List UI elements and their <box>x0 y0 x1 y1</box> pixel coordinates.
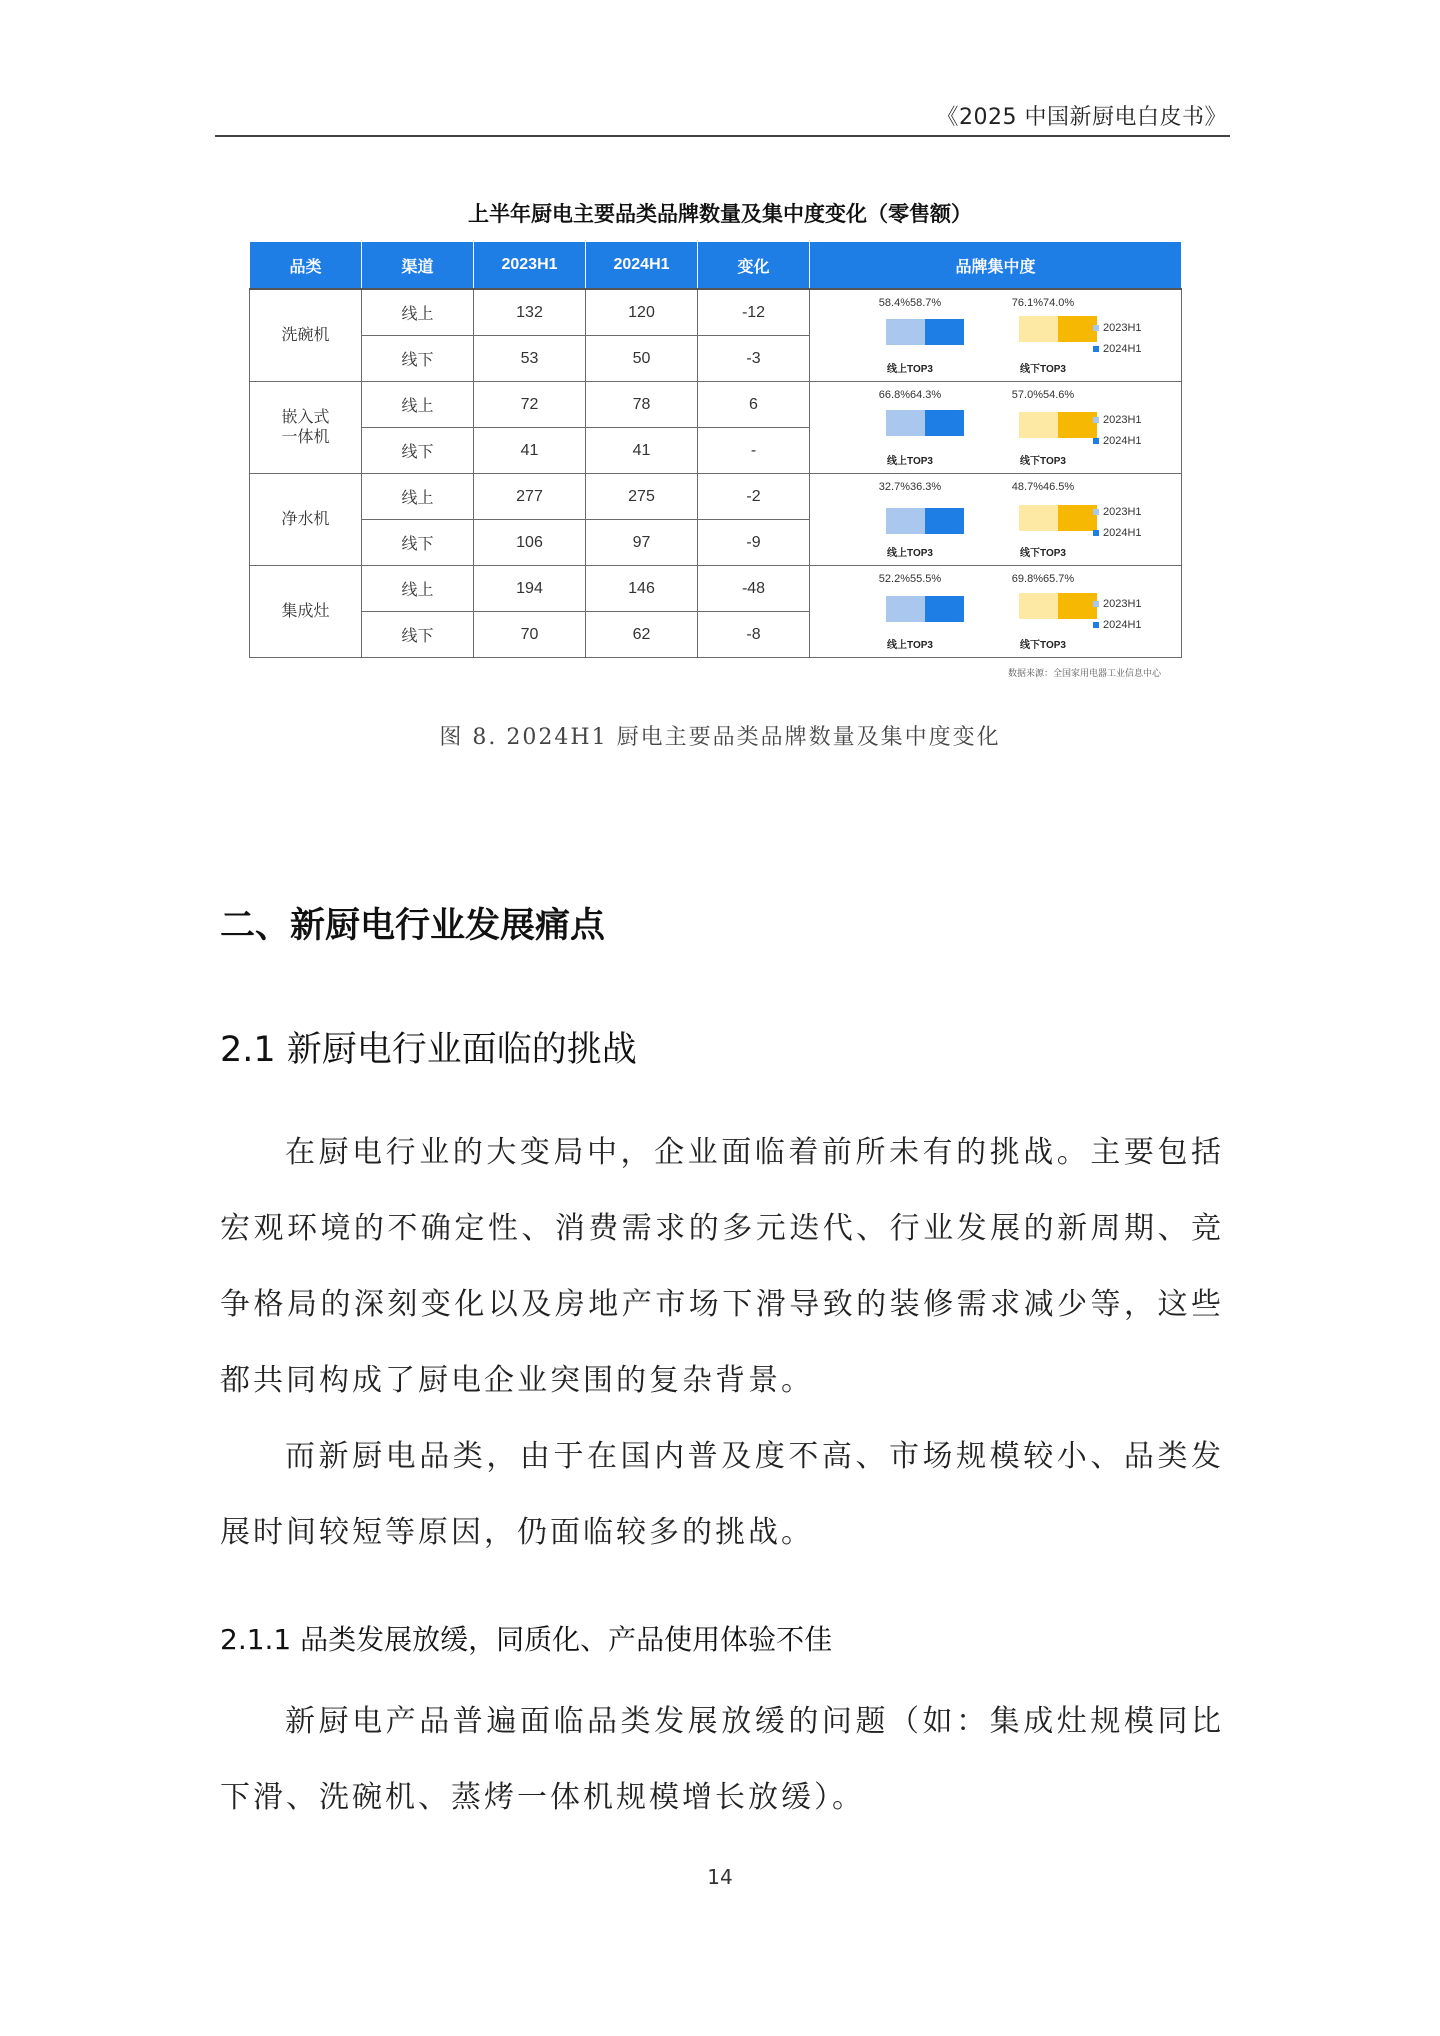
offline-top3-bars <box>1019 412 1097 438</box>
value-2023-cell: 132 <box>474 289 586 336</box>
concentration-cell <box>810 382 1182 474</box>
concentration-legend <box>1093 594 1142 636</box>
category-cell <box>250 289 362 382</box>
online-top3-bar-2023 <box>886 319 925 345</box>
data-source-note: 数据来源：全国家用电器工业信息中心 <box>1008 669 1162 679</box>
offline-top3-group <box>983 383 1103 473</box>
col-header-change: 变化 <box>698 242 810 290</box>
value-2024-cell: 50 <box>586 336 698 382</box>
legend-swatch <box>1093 438 1099 444</box>
legend-item <box>1093 339 1142 360</box>
online-top3-pct-label: 58.4%58.7% <box>878 296 942 309</box>
online-top3-bar-2024 <box>925 319 964 345</box>
category-cell <box>250 566 362 658</box>
category-label-line: 集成灶 <box>281 602 330 620</box>
offline-top3-label: 线下TOP3 <box>1020 455 1066 467</box>
value-2023-cell: 106 <box>474 520 586 566</box>
offline-top3-group <box>983 291 1103 381</box>
value-2024-cell: 41 <box>586 428 698 474</box>
online-top3-bars <box>886 410 964 436</box>
col-header-category: 品类 <box>250 242 362 290</box>
change-cell: 6 <box>698 382 810 428</box>
legend-label: 2024H1 <box>1103 434 1142 447</box>
col-header-2024h1: 2024H1 <box>586 242 698 290</box>
offline-top3-bar-2024 <box>1058 412 1097 438</box>
legend-item <box>1093 410 1142 431</box>
legend-swatch <box>1093 530 1099 536</box>
legend-item <box>1093 431 1142 452</box>
offline-top3-label: 线下TOP3 <box>1020 639 1066 651</box>
offline-top3-bar-2024 <box>1058 593 1097 619</box>
concentration-mini-chart <box>810 383 1181 473</box>
concentration-legend <box>1093 318 1142 360</box>
concentration-cell <box>810 289 1182 382</box>
online-top3-pct-label: 66.8%64.3% <box>878 388 942 401</box>
category-cell <box>250 474 362 566</box>
offline-top3-bar-2023 <box>1019 593 1058 619</box>
value-2023-cell: 277 <box>474 474 586 520</box>
online-top3-pct-label: 52.2%55.5% <box>878 572 942 585</box>
legend-swatch <box>1093 622 1099 628</box>
legend-item <box>1093 523 1142 544</box>
category-label-line: 净水机 <box>281 510 330 528</box>
offline-top3-bar-2023 <box>1019 412 1058 438</box>
change-cell: -3 <box>698 336 810 382</box>
change-cell: - <box>698 428 810 474</box>
offline-top3-label: 线下TOP3 <box>1020 363 1066 375</box>
change-cell: -48 <box>698 566 810 612</box>
online-top3-bar-2024 <box>925 596 964 622</box>
value-2023-cell: 53 <box>474 336 586 382</box>
value-2023-cell: 70 <box>474 612 586 658</box>
legend-swatch <box>1093 509 1099 515</box>
online-top3-label: 线上TOP3 <box>887 547 933 559</box>
legend-swatch <box>1093 325 1099 331</box>
legend-swatch <box>1093 417 1099 423</box>
legend-label: 2023H1 <box>1103 413 1142 426</box>
table-body <box>250 289 1182 658</box>
change-cell: -9 <box>698 520 810 566</box>
running-header: 《2025 中国新厨电白皮书》 <box>936 105 1227 130</box>
offline-top3-bars <box>1019 505 1097 531</box>
legend-label: 2024H1 <box>1103 618 1142 631</box>
online-top3-group <box>850 383 970 473</box>
change-cell: -8 <box>698 612 810 658</box>
offline-top3-pct-label: 48.7%46.5% <box>1011 480 1075 493</box>
category-label-line: 洗碗机 <box>281 326 330 344</box>
body-paragraph-3: 新厨电产品普遍面临品类发展放缓的问题（如：集成灶规模同比下滑、洗碗机、蒸烤一体机规模增长放缓）。 <box>220 1704 1224 1815</box>
online-top3-bars <box>886 319 964 345</box>
offline-top3-label: 线下TOP3 <box>1020 547 1066 559</box>
online-top3-pct-label: 32.7%36.3% <box>878 480 942 493</box>
subsection-heading: 2.1 新厨电行业面临的挑战 <box>220 1030 637 1070</box>
legend-item <box>1093 502 1142 523</box>
online-top3-bar-2023 <box>886 508 925 534</box>
figure-caption: 图 8. 2024H1 厨电主要品类品牌数量及集中度变化 <box>439 725 1001 750</box>
concentration-mini-chart <box>810 567 1181 657</box>
value-2024-cell: 62 <box>586 612 698 658</box>
offline-top3-pct-label: 76.1%74.0% <box>1011 296 1075 309</box>
legend-item <box>1093 594 1142 615</box>
value-2024-cell: 78 <box>586 382 698 428</box>
category-cell <box>250 382 362 474</box>
offline-top3-bar-2024 <box>1058 505 1097 531</box>
online-top3-label: 线上TOP3 <box>887 639 933 651</box>
channel-cell: 线上 <box>362 289 474 336</box>
value-2024-cell: 275 <box>586 474 698 520</box>
concentration-mini-chart <box>810 291 1181 381</box>
offline-top3-group <box>983 567 1103 657</box>
online-top3-bars <box>886 508 964 534</box>
body-paragraph-2: 而新厨电品类，由于在国内普及度不高、市场规模较小、品类发展时间较短等原因，仍面临较多的挑战。 <box>220 1439 1224 1550</box>
concentration-mini-chart <box>810 475 1181 565</box>
page-number: 14 <box>707 1865 733 1889</box>
legend-label: 2023H1 <box>1103 505 1142 518</box>
online-top3-group <box>850 475 970 565</box>
legend-swatch <box>1093 346 1099 352</box>
value-2023-cell: 194 <box>474 566 586 612</box>
category-label-line: 一体机 <box>281 428 330 446</box>
offline-top3-bar-2024 <box>1058 316 1097 342</box>
online-top3-bar-2024 <box>925 508 964 534</box>
col-header-channel: 渠道 <box>362 242 474 290</box>
online-top3-group <box>850 567 970 657</box>
body-paragraph-1: 在厨电行业的大变局中，企业面临着前所未有的挑战。主要包括宏观环境的不确定性、消费需求的多元迭代、行业发展的新周期、竞争格局的深刻变化以及房地产市场下滑导致的装修需求减少等，这些都共同构成了厨电企业突围的复杂背景。 <box>220 1135 1224 1398</box>
online-top3-group <box>850 291 970 381</box>
section-heading: 二、新厨电行业发展痛点 <box>220 906 606 946</box>
channel-cell: 线上 <box>362 382 474 428</box>
channel-cell: 线下 <box>362 336 474 382</box>
concentration-legend <box>1093 502 1142 544</box>
offline-top3-group <box>983 475 1103 565</box>
channel-cell: 线上 <box>362 566 474 612</box>
figure-table-title: 上半年厨电主要品类品牌数量及集中度变化（零售额） <box>468 202 972 226</box>
col-header-concentration: 品牌集中度 <box>810 242 1182 290</box>
table-row <box>250 474 1182 520</box>
online-top3-bars <box>886 596 964 622</box>
concentration-cell <box>810 566 1182 658</box>
offline-top3-bars <box>1019 593 1097 619</box>
change-cell: -2 <box>698 474 810 520</box>
offline-top3-bar-2023 <box>1019 505 1058 531</box>
category-label-line: 嵌入式 <box>281 408 330 426</box>
online-top3-bar-2024 <box>925 410 964 436</box>
offline-top3-bar-2023 <box>1019 316 1058 342</box>
table-header-row <box>250 242 1182 290</box>
concentration-legend <box>1093 410 1142 452</box>
value-2023-cell: 72 <box>474 382 586 428</box>
legend-label: 2024H1 <box>1103 342 1142 355</box>
online-top3-label: 线上TOP3 <box>887 363 933 375</box>
value-2024-cell: 146 <box>586 566 698 612</box>
legend-item <box>1093 615 1142 636</box>
legend-swatch <box>1093 601 1099 607</box>
offline-top3-bars <box>1019 316 1097 342</box>
table-row <box>250 566 1182 612</box>
channel-cell: 线下 <box>362 428 474 474</box>
table-row <box>250 289 1182 336</box>
offline-top3-pct-label: 69.8%65.7% <box>1011 572 1075 585</box>
header-divider <box>215 135 1230 137</box>
legend-item <box>1093 318 1142 339</box>
value-2024-cell: 120 <box>586 289 698 336</box>
online-top3-bar-2023 <box>886 410 925 436</box>
online-top3-bar-2023 <box>886 596 925 622</box>
channel-cell: 线下 <box>362 520 474 566</box>
change-cell: -12 <box>698 289 810 336</box>
value-2024-cell: 97 <box>586 520 698 566</box>
channel-cell: 线上 <box>362 474 474 520</box>
concentration-cell <box>810 474 1182 566</box>
online-top3-label: 线上TOP3 <box>887 455 933 467</box>
offline-top3-pct-label: 57.0%54.6% <box>1011 388 1075 401</box>
legend-label: 2023H1 <box>1103 321 1142 334</box>
sub-subsection-heading: 2.1.1 品类发展放缓，同质化、产品使用体验不佳 <box>220 1623 833 1656</box>
legend-label: 2023H1 <box>1103 597 1142 610</box>
legend-label: 2024H1 <box>1103 526 1142 539</box>
table-row <box>250 382 1182 428</box>
brand-stats-table <box>249 241 1182 658</box>
value-2023-cell: 41 <box>474 428 586 474</box>
channel-cell: 线下 <box>362 612 474 658</box>
col-header-2023h1: 2023H1 <box>474 242 586 290</box>
